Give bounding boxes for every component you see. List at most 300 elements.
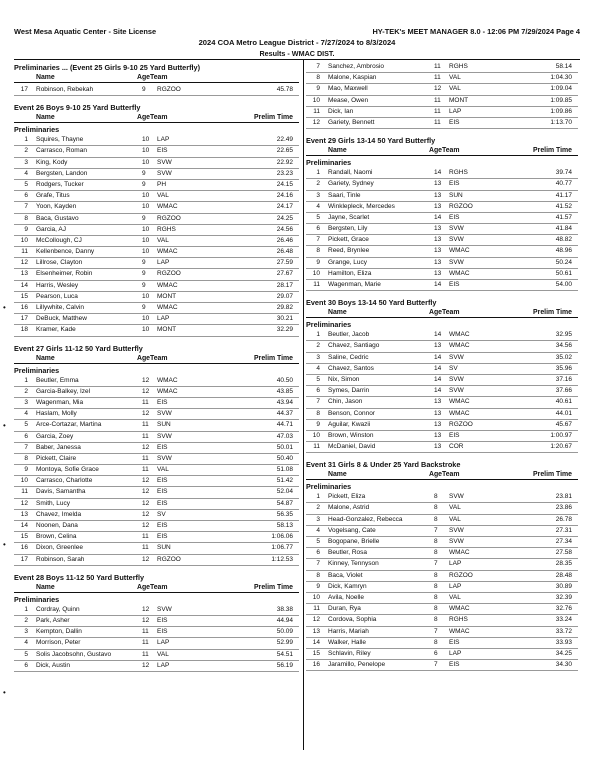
age: 13 (434, 258, 442, 266)
swimmer-name: Smith, Lucy (36, 499, 70, 507)
result-row (14, 465, 299, 476)
team: WMAC (157, 376, 178, 384)
prelim-time: 47.03 (276, 432, 293, 440)
prelim-time: 56.19 (276, 661, 293, 669)
swimmer-name: Walker, Halle (328, 638, 367, 646)
age: 14 (434, 331, 442, 339)
place: 4 (316, 526, 320, 534)
result-row (306, 107, 578, 118)
swimmer-name: Mao, Maxwell (328, 85, 368, 93)
place: 4 (24, 410, 28, 418)
prelim-time: 34.56 (555, 342, 572, 350)
team: WMAC (157, 387, 178, 395)
result-row (14, 638, 299, 649)
right-column (306, 62, 578, 677)
age: 10 (142, 136, 150, 144)
swimmer-name: Pickett, Eliza (328, 493, 366, 501)
place: 1 (24, 376, 28, 384)
age: 10 (142, 248, 150, 256)
result-row (14, 499, 299, 510)
event-title: Event 27 Girls 11-12 50 Yard Butterfly (14, 343, 143, 353)
age: 9 (142, 259, 146, 267)
age: 12 (142, 376, 150, 384)
place: 5 (24, 421, 28, 429)
result-row (306, 258, 578, 269)
swimmer-name: Reed, Brynlee (328, 247, 370, 255)
team: SUN (157, 544, 171, 552)
place: 16 (20, 304, 28, 311)
age: 7 (434, 560, 438, 568)
place: 7 (316, 398, 320, 406)
place: 12 (20, 499, 28, 507)
team: LAP (157, 639, 170, 647)
place: 9 (316, 85, 320, 93)
age: 9 (142, 214, 146, 222)
result-row (14, 398, 299, 409)
prelim-time: 1:06.06 (271, 533, 293, 541)
place: 4 (24, 639, 28, 647)
left-column (14, 62, 299, 678)
place: 4 (24, 169, 28, 177)
prelim-time: 37.66 (555, 387, 572, 395)
swimmer-name: Arce-Cortazar, Martina (36, 421, 102, 429)
age: 7 (434, 526, 438, 534)
team: EIS (157, 522, 168, 529)
meet-title: 2024 COA Metro League District - 7/27/2024 to 8/3/2024 (198, 38, 396, 47)
age: 8 (434, 638, 438, 646)
age: 9 (142, 169, 146, 177)
swimmer-name: Vogelsang, Cate (328, 526, 376, 534)
place: 11 (21, 248, 28, 256)
swimmer-name: Baca, Gustavo (36, 214, 79, 222)
swimmer-name: Gariety, Bennett (328, 118, 375, 126)
prelim-time: 48.96 (555, 247, 572, 255)
result-row (306, 202, 578, 213)
prelim-time: 33.72 (555, 627, 572, 635)
place: 9 (24, 466, 28, 474)
prelim-time: 22.65 (276, 147, 293, 155)
team: WMAC (157, 281, 178, 289)
swimmer-name: Baber, Janessa (36, 443, 81, 451)
prelim-time: 1:09.85 (550, 96, 572, 104)
place: 3 (24, 398, 28, 406)
team: SVW (449, 225, 464, 233)
age: 11 (142, 398, 149, 406)
team: VAL (449, 504, 461, 512)
result-row (306, 168, 578, 179)
age: 11 (434, 118, 441, 126)
prelim-time: 44.01 (555, 409, 572, 417)
age: 10 (142, 225, 150, 233)
prelim-time: 54.87 (276, 499, 293, 507)
age: 13 (434, 247, 442, 255)
result-row (306, 280, 578, 291)
place: 9 (316, 258, 320, 266)
team: SVW (449, 236, 464, 244)
result-row (306, 615, 578, 626)
header-ageteam: AgeTeam (137, 114, 168, 122)
place: 9 (24, 225, 28, 233)
prelim-time: 44.71 (276, 421, 293, 429)
swimmer-name: Gariety, Sydney (328, 180, 374, 188)
age: 11 (142, 432, 149, 440)
swimmer-name: Brown, Celina (36, 533, 77, 541)
swimmer-name: Grange, Lucy (328, 258, 368, 266)
swimmer-name: Beutler, Emma (36, 376, 79, 384)
team: RGZOO (157, 214, 181, 222)
result-row (14, 247, 299, 258)
prelim-time: 51.42 (276, 477, 293, 485)
team: RGHS (449, 616, 468, 624)
swimmer-name: Dick, Kamryn (328, 582, 367, 590)
age: 9 (142, 270, 146, 278)
age: 12 (142, 605, 150, 613)
swimmer-name: Malone, Astrid (328, 504, 370, 512)
age: 9 (142, 281, 146, 289)
result-row (306, 375, 578, 386)
place: 17 (20, 315, 28, 323)
swimmer-name: Dixon, Greenlee (36, 544, 83, 552)
place: 2 (24, 616, 28, 624)
team: VAL (157, 466, 169, 474)
place: 12 (20, 259, 28, 267)
age: 14 (434, 213, 442, 221)
age: 10 (142, 315, 150, 323)
header-ageteam: AgeTeam (137, 74, 168, 81)
result-row (14, 258, 299, 269)
place: 3 (316, 515, 320, 523)
result-row (306, 330, 578, 341)
place: 1 (316, 493, 320, 501)
result-row (14, 180, 299, 191)
result-row (306, 213, 578, 224)
header-time: Prelim Time (533, 471, 572, 479)
event-title: Event 30 Boys 13-14 50 Yard Butterfly (306, 298, 437, 308)
age: 11 (142, 628, 149, 636)
age: 10 (142, 326, 150, 334)
team: VAL (449, 593, 461, 601)
age: 13 (434, 180, 442, 188)
place: 8 (316, 74, 320, 82)
result-row (14, 292, 299, 303)
team: RGZOO (449, 202, 473, 210)
place: 13 (20, 510, 28, 518)
team: SVW (157, 410, 172, 418)
prelim-time: 38.38 (276, 605, 293, 613)
result-row (306, 492, 578, 503)
swimmer-name: Wagenman, Mia (36, 398, 84, 406)
age: 8 (434, 538, 438, 545)
place: 5 (316, 538, 320, 545)
team: WMAC (449, 409, 470, 417)
team: WMAC (449, 331, 470, 339)
team: WMAC (449, 342, 470, 350)
column-divider (303, 60, 304, 750)
age: 14 (434, 281, 442, 288)
place: 10 (20, 477, 28, 485)
age: 12 (142, 410, 150, 418)
result-row (14, 409, 299, 420)
swimmer-name: Rodgers, Tucker (36, 180, 84, 188)
age: 10 (142, 236, 150, 244)
age: 11 (142, 421, 149, 429)
swimmer-name: Jaramillo, Penelope (328, 661, 386, 669)
header-name: Name (36, 583, 55, 591)
swimmer-name: Head-Gonzalez, Rebecca (328, 515, 403, 523)
prelim-time: 41.57 (555, 213, 572, 221)
team: SVW (157, 605, 172, 613)
age: 11 (142, 454, 149, 462)
place: 12 (312, 616, 320, 624)
result-row (14, 214, 299, 225)
swimmer-name: Beutler, Jacob (328, 331, 370, 339)
prelim-time: 51.08 (276, 466, 293, 474)
prelim-time: 1:00.97 (550, 431, 572, 439)
prelim-time: 54.51 (276, 650, 293, 658)
place: 11 (313, 443, 320, 451)
place: 11 (21, 488, 28, 496)
team: SVW (449, 258, 464, 266)
swimmer-name: Kramer, Kade (36, 326, 76, 334)
result-row (306, 179, 578, 190)
prelim-time: 1:06.77 (271, 544, 293, 552)
event-block (306, 297, 578, 453)
age: 11 (434, 107, 441, 115)
age: 11 (434, 96, 441, 104)
place: 17 (20, 86, 28, 93)
result-row (306, 503, 578, 514)
age: 13 (434, 191, 442, 199)
team: SUN (449, 191, 463, 199)
header-time: Prelim Time (254, 354, 293, 362)
team: VAL (157, 650, 169, 658)
place: 13 (20, 270, 28, 278)
place: 18 (20, 326, 28, 334)
result-row (14, 543, 299, 554)
swimmer-name: DeBuck, Matthew (36, 315, 87, 323)
place: 5 (24, 180, 28, 188)
result-row (306, 397, 578, 408)
result-row (306, 73, 578, 84)
place: 9 (316, 420, 320, 428)
prelim-time: 27.31 (555, 526, 572, 534)
column-header (306, 146, 578, 156)
team: LAP (157, 661, 170, 669)
header-time: Prelim Time (254, 114, 293, 122)
place: 8 (316, 571, 320, 579)
prelim-time: 1:12.53 (271, 555, 293, 563)
age: 11 (142, 466, 149, 474)
header-rule (14, 59, 580, 60)
place: 7 (24, 203, 28, 211)
result-row (306, 224, 578, 235)
result-row (14, 521, 299, 532)
swimmer-name: Cordray, Quinn (36, 605, 80, 613)
prelim-time: 26.48 (276, 248, 293, 256)
swimmer-name: Pickett, Claire (36, 454, 77, 462)
prelim-time: 32.76 (555, 605, 572, 613)
column-header (306, 470, 578, 480)
team: COR (449, 443, 464, 451)
header-time: Prelim Time (533, 147, 572, 155)
header-ageteam: AgeTeam (429, 471, 460, 479)
team: SVW (449, 538, 464, 545)
result-row (306, 442, 578, 453)
team: WMAC (157, 248, 178, 256)
age: 14 (434, 169, 442, 177)
prelim-time: 58.14 (555, 63, 572, 70)
swimmer-name: McCollough, CJ (36, 236, 82, 244)
place: 3 (316, 353, 320, 361)
age: 12 (142, 616, 150, 624)
result-row (306, 62, 578, 73)
result-row (306, 649, 578, 660)
prelim-time: 27.59 (276, 259, 293, 267)
event-title: Preliminaries ... (Event 25 Girls 9-10 25 Yard Butterfly) (14, 63, 201, 72)
place: 6 (316, 549, 320, 557)
prelim-time: 30.21 (276, 315, 293, 323)
place: 1 (316, 331, 320, 339)
age: 8 (434, 582, 438, 590)
age: 13 (434, 269, 442, 277)
age: 12 (142, 510, 150, 518)
result-row (14, 420, 299, 431)
result-row (306, 627, 578, 638)
result-row (14, 236, 299, 247)
place: 15 (312, 649, 320, 657)
swimmer-name: Lillrose, Clayton (36, 259, 83, 267)
prelim-time: 56.35 (276, 510, 293, 518)
swimmer-name: Saari, Tinle (328, 191, 361, 199)
place: 6 (316, 387, 320, 395)
team: EIS (449, 661, 460, 669)
swimmer-name: Mease, Owen (328, 96, 369, 104)
prelim-time: 27.67 (276, 270, 293, 278)
team: MONT (157, 292, 177, 300)
team: LAP (449, 107, 462, 115)
age: 9 (142, 304, 146, 311)
event-block (306, 62, 578, 129)
swimmer-name: Sanchez, Ambrosio (328, 63, 385, 70)
margin-mark: • (3, 540, 6, 549)
prelim-time: 40.77 (555, 180, 572, 188)
place: 6 (24, 192, 28, 200)
column-header (14, 354, 299, 364)
team: VAL (157, 192, 169, 200)
result-row (306, 246, 578, 257)
swimmer-name: Morrison, Peter (36, 639, 81, 647)
age: 14 (434, 353, 442, 361)
age: 9 (142, 180, 146, 188)
round-label: Preliminaries (306, 158, 352, 168)
site-license: West Mesa Aquatic Center - Site License (14, 27, 157, 36)
result-row (14, 146, 299, 157)
age: 8 (434, 515, 438, 523)
margin-mark: • (3, 688, 6, 697)
place: 2 (24, 147, 28, 155)
prelim-time: 52.99 (276, 639, 293, 647)
prelim-time: 28.17 (276, 281, 293, 289)
swimmer-name: Robinson, Rebekah (36, 86, 94, 93)
prelim-time: 50.24 (555, 258, 572, 266)
result-row (14, 443, 299, 454)
prelim-time: 39.74 (555, 169, 572, 177)
swimmer-name: Kinney, Tennyson (328, 560, 379, 568)
result-row (306, 341, 578, 352)
team: RGZOO (449, 420, 473, 428)
team: EIS (157, 628, 168, 636)
prelim-time: 26.46 (276, 236, 293, 244)
team: SV (157, 510, 166, 518)
team: EIS (157, 533, 168, 541)
result-row (306, 431, 578, 442)
team: WMAC (157, 304, 178, 311)
prelim-time: 1:09.86 (550, 107, 572, 115)
prelim-time: 27.34 (555, 538, 572, 545)
header-time: Prelim Time (533, 309, 572, 317)
place: 1 (24, 136, 28, 144)
event-title: Event 26 Boys 9-10 25 Yard Butterfly (14, 103, 141, 113)
swimmer-name: Kellenbence, Danny (36, 248, 95, 256)
result-row (306, 84, 578, 95)
result-row (14, 158, 299, 169)
age: 11 (434, 74, 441, 82)
result-row (14, 202, 299, 213)
team: SVW (157, 158, 172, 166)
age: 10 (142, 158, 150, 166)
place: 7 (24, 443, 28, 451)
team: EIS (449, 281, 460, 288)
age: 10 (142, 147, 150, 155)
round-label: Preliminaries (14, 594, 60, 604)
swimmer-name: Haslam, Molly (36, 410, 77, 418)
prelim-time: 44.37 (276, 410, 293, 418)
swimmer-name: Chavez, Santos (328, 364, 374, 372)
swimmer-name: Avila, Noelle (328, 593, 365, 601)
result-row (306, 515, 578, 526)
team: VAL (449, 85, 461, 93)
result-row (306, 537, 578, 548)
result-row (14, 432, 299, 443)
swimmer-name: Beutler, Rosa (328, 549, 368, 557)
place: 6 (316, 225, 320, 233)
prelim-time: 35.02 (555, 353, 572, 361)
prelim-time: 32.95 (555, 331, 572, 339)
result-row (306, 604, 578, 615)
team: LAP (157, 259, 170, 267)
result-row (14, 376, 299, 387)
age: 6 (434, 649, 438, 657)
swimmer-name: Brown, Winston (328, 431, 374, 439)
place: 8 (24, 214, 28, 222)
prelim-time: 24.15 (276, 180, 293, 188)
header-name: Name (36, 354, 55, 362)
swimmer-name: Davis, Samantha (36, 488, 86, 496)
result-row (306, 118, 578, 129)
place: 15 (20, 533, 28, 541)
place: 16 (312, 661, 320, 669)
swimmer-name: Lillywhite, Calvin (36, 304, 85, 311)
team: WMAC (449, 549, 470, 557)
header-name: Name (36, 114, 55, 122)
result-row (306, 548, 578, 559)
prelim-time: 50.61 (555, 269, 572, 277)
age: 8 (434, 493, 438, 501)
place: 1 (24, 605, 28, 613)
swimmer-name: Jayne, Scarlet (328, 213, 370, 221)
team: RGZOO (157, 86, 181, 93)
place: 5 (24, 650, 28, 658)
